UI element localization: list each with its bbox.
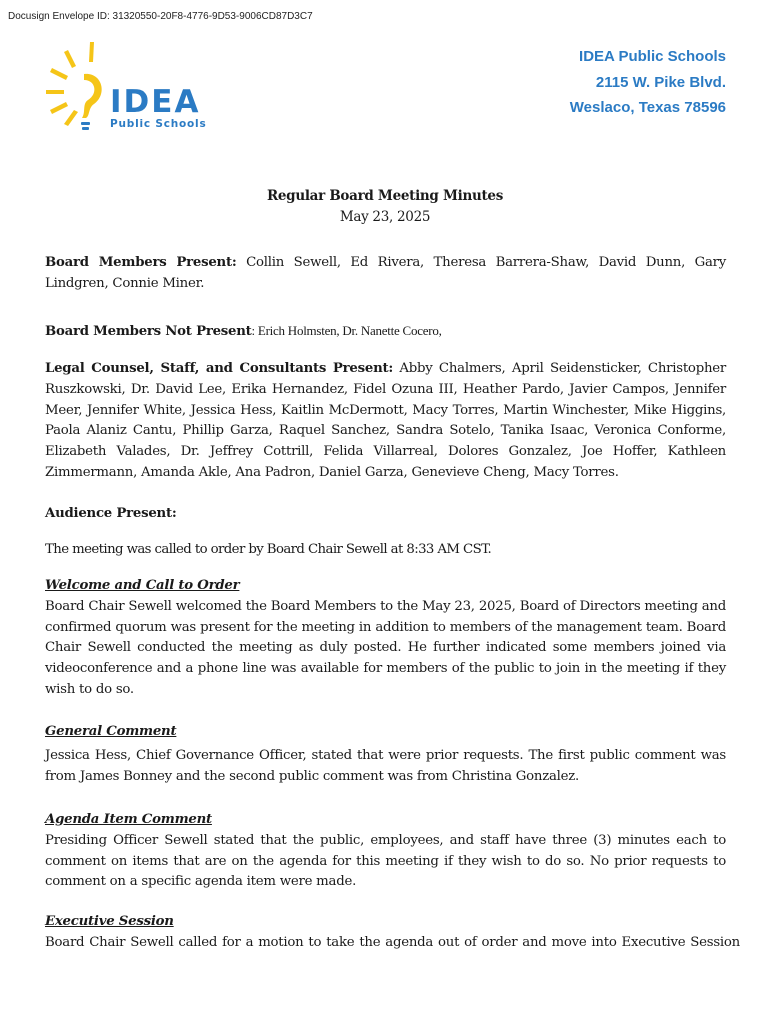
audience-present-label: Audience Present: [45,506,177,521]
section-welcome [45,576,726,701]
members-present [45,253,726,295]
welcome-body: Board Chair Sewell welcomed the Board Members to the May 23, 2025, Board of Directors meeting and confirmed quorum was present for the meeting in addition to members of the management team. Board Chair Sewell conducted the meeting as duly posted. He further indicated some members joined via videoconference and a phone line was available for members of the public to join in the meeting if they wish to do so. [45,598,726,697]
legal-staff-names: Abby Chalmers, April Seidensticker, Christopher Ruszkowski, Dr. David Lee, Erika Hernandez, Fidel Ozuna III, Heather Pardo, Javier Campos, Jennifer Meer, Jennifer White, Jessica Hess, Kaitlin McDermott, Macy Torres, Martin Winchester, Mike Higgins, Paola Alaniz Cantu, Phillip Garza, Raquel Sanchez, Sandra Sotelo, Tanika Isaac, Veronica Conforme, Elizabeth Valades, Dr. Jeffrey Cottrill, Felida Villarreal, Dolores Gonzalez, Joe Hoffer, Kathleen Zimmermann, Amanda Akle, Ana Padron, Daniel Garza, Genevieve Cheng, Macy Torres. [45,361,726,480]
general-comment-body: Jessica Hess, Chief Governance Officer, stated that were prior requests. The first public comment was from James Bonney and the second public comment was from Christina Gonzalez. [45,747,726,784]
address-city: Weslaco, Texas 78596 [569,99,726,116]
school-address [570,44,726,121]
legal-staff-label: Legal Counsel, Staff, and Consultants Present: [45,361,394,376]
general-comment-heading: General Comment [45,724,177,739]
members-not-present-label: Board Members Not Present [45,324,252,339]
address-street: 2115 W. Pike Blvd. [595,73,726,91]
logo-wordmark: IDEA [110,84,201,120]
welcome-heading: Welcome and Call to Order [45,578,240,593]
section-agenda-item-comment [45,810,726,893]
agenda-item-heading: Agenda Item Comment [45,812,212,827]
executive-session-heading: Executive Session [45,914,174,929]
members-not-present [45,321,726,343]
docusign-envelope-id: Docusign Envelope ID: 31320550-20F8-4776-9D53-9006CD87D3C7 [8,11,313,22]
sun-logo-icon [38,38,118,138]
audience-present [45,504,726,525]
idea-logo [38,38,213,138]
members-not-present-names: : Erich Holmsten, Dr. Nanette Cocero, [251,323,442,338]
document-title: Regular Board Meeting Minutes [266,188,504,204]
document-date: May 23, 2025 [339,209,431,225]
logo-subtitle: Public Schools [110,118,207,130]
agenda-item-body: Presiding Officer Sewell stated that the public, employees, and staff have three (3) minutes each to comment on items that are on the agenda for this meeting if they wish to do so. No prior requests to comment on a specific agenda item were made. [45,832,726,890]
document-header [0,186,770,228]
section-executive-session [45,912,740,954]
executive-session-body: Board Chair Sewell called for a motion to take the agenda out of order and move into Executive Session [45,934,740,950]
members-present-names: Collin Sewell, Ed Rivera, Theresa Barrera-Shaw, David Dunn, Gary Lindgren, Connie Miner. [45,255,726,291]
legal-staff-present [45,359,726,484]
call-to-order-statement: The meeting was called to order by Board Chair Sewell at 8:33 AM CST. [45,542,492,557]
section-general-comment [45,722,726,787]
members-present-label: Board Members Present: [45,255,237,270]
address-name: IDEA Public Schools [579,48,726,65]
